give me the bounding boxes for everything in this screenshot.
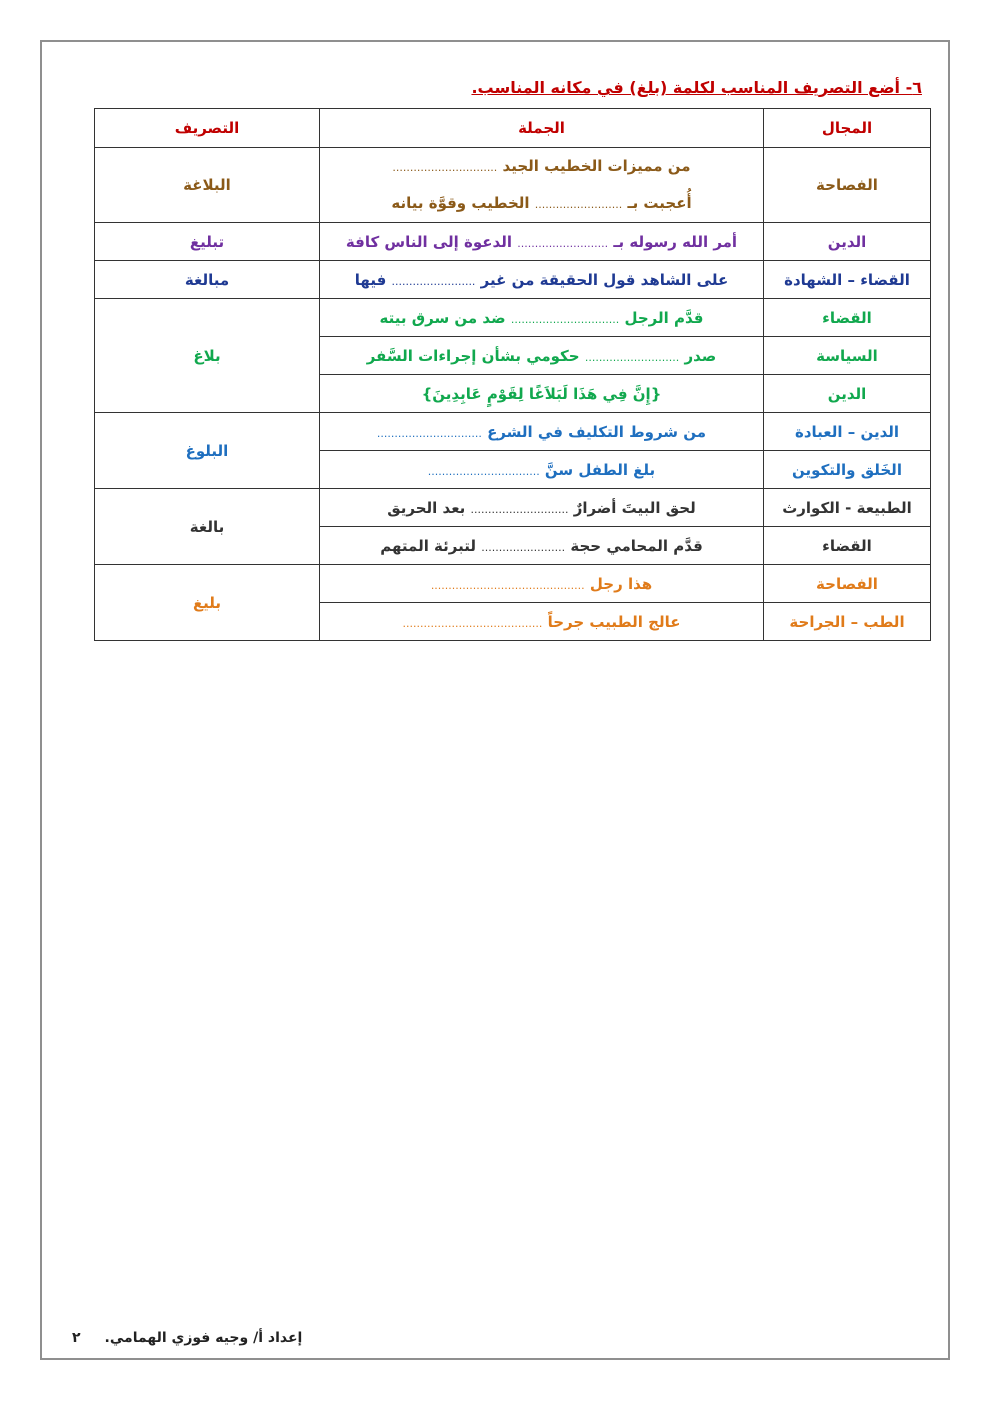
derivation-cell: البلوغ [95,413,320,489]
page-number: ٢ [72,1330,81,1346]
table-row [95,148,931,223]
blank-dots: .............................. [392,161,498,174]
sentence-line [328,185,755,222]
field-cell: الطبيعة - الكوارث [764,489,931,527]
blank-dots: .............................. [376,426,482,440]
sentence-after: الدعوة إلى الناس كافة [345,232,512,251]
sentence-cell [320,375,764,413]
derivation-cell: بالغة [95,489,320,565]
blank-dots: ............................... [510,312,620,326]
page-footer [72,1330,302,1346]
header-field: المجال [764,109,931,148]
header-sentence: الجملة [320,109,764,148]
derivation-cell: بلاغ [95,299,320,413]
sentence-cell [320,299,764,337]
quran-verse: {إِنَّ فِي هَذَا لَبَلاَغًا لِقَوْمٍ عَابِدِينَ} [421,384,662,403]
field-cell: الطب – الجراحة [764,603,931,641]
table-row [95,489,931,527]
sentence-before: أمر الله رسوله بـ [613,232,738,251]
blank-dots: ........................... [584,350,680,364]
sentence-after: ضد من سرق بيته [379,308,506,327]
field-cell: القضاء [764,299,931,337]
field-cell: الدين [764,375,931,413]
sentence-after: بعد الحريق [387,498,466,517]
sentence-cell [320,489,764,527]
sentence-cell [320,223,764,261]
field-cell: القضاء – الشهادة [764,261,931,299]
table-row [95,223,931,261]
sentence-before: هذا رجل [589,574,653,593]
sentence-cell [320,527,764,565]
sentence-before: من شروط التكليف في الشرع [487,422,707,441]
table-row [95,565,931,603]
blank-dots: ................................ [427,464,540,478]
sentence-before: قدَّم المحامي حجة [570,536,703,555]
sentence-before: صدر [684,346,717,365]
sentence-after: لتبرئة المتهم [380,536,476,555]
field-cell: الفصاحة [764,148,931,223]
table-row [95,261,931,299]
sentence-cell [320,337,764,375]
field-cell: الفصاحة [764,565,931,603]
blank-dots: ........................ [481,540,566,554]
derivation-cell: مبالغة [95,261,320,299]
author-credit: إعداد أ/ وجيه فوزي الهمامي. [104,1330,303,1346]
sentence-before: عالج الطبيب جرحاً [547,612,681,631]
sentence-before: على الشاهد قول الحقيقة من غير [480,270,729,289]
sentence-cell [320,565,764,603]
table-header-row [95,109,931,148]
sentence-cell [320,603,764,641]
header-derivation: التصريف [95,109,320,148]
table-row [95,413,931,451]
sentence-cell [320,261,764,299]
table-row [95,299,931,337]
field-cell: الخَلق والتكوين [764,451,931,489]
blank-dots: .......................... [517,236,609,250]
sentence-line [328,148,755,185]
sentence-before: قدَّم الرجل [624,308,704,327]
sentence-before: لحق البيتَ أضرارٌ [573,498,696,517]
sentence-cell [320,451,764,489]
blank-dots: ............................................ [430,578,585,592]
blank-dots: ......................... [534,198,623,211]
sentence-after: من مميزات الخطيب الجيد [502,157,691,175]
exercise-table [94,108,931,641]
field-cell: الدين – العبادة [764,413,931,451]
blank-dots: ........................................ [402,616,543,630]
sentence-after: الخطيب وقوَّة بيانه [391,194,530,212]
sentence-before: بلغ الطفل سنَّ [544,460,656,479]
sentence-after: فيها [354,270,387,289]
exercise-heading: ٦- أضع التصريف المناسب لكلمة (بلغ) في مكانه المناسب. [471,78,922,97]
field-cell: القضاء [764,527,931,565]
derivation-cell: البلاغة [95,148,320,223]
field-cell: الدين [764,223,931,261]
derivation-cell: تبليغ [95,223,320,261]
sentence-cell [320,148,764,223]
blank-dots: ........................ [391,274,476,288]
sentence-after: حكومي بشأن إجراءات السَّفر [366,346,580,365]
sentence-before: أُعجبت بـ [627,194,692,212]
blank-dots: ............................ [470,502,569,516]
sentence-cell [320,413,764,451]
field-cell: السياسة [764,337,931,375]
derivation-cell: بليغ [95,565,320,641]
